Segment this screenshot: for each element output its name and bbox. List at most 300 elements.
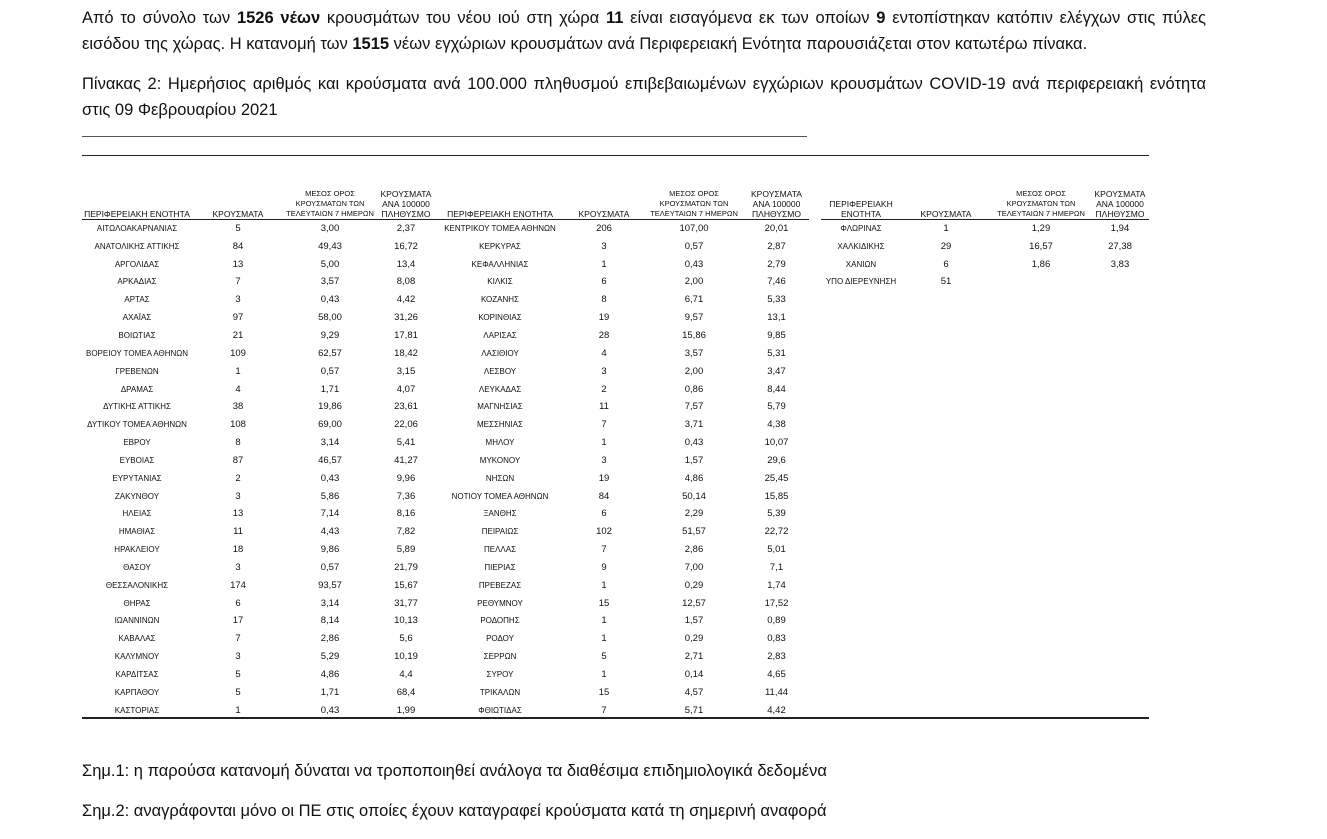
table-row xyxy=(436,345,809,363)
value-cell: 19 xyxy=(598,472,610,484)
value-cell: 206 xyxy=(596,222,612,234)
region-name-cell: ΙΩΑΝΝΙΝΩΝ xyxy=(114,616,160,626)
value-cell: 0,29 xyxy=(684,579,704,591)
value-cell: 17,81 xyxy=(394,329,418,341)
region-name-cell: ΝΟΤΙΟΥ ΤΟΜΕΑ ΑΘΗΝΩΝ xyxy=(451,491,549,501)
region-name-cell: ΖΑΚΥΝΘΟΥ xyxy=(114,491,160,501)
value-cell: 0,43 xyxy=(684,258,704,270)
table-row xyxy=(436,363,809,381)
value-cell: 5 xyxy=(235,686,241,698)
region-name-cell: ΓΡΕΒΕΝΩΝ xyxy=(115,366,159,376)
value-cell: 8,08 xyxy=(396,276,416,288)
value-cell: 6 xyxy=(601,508,607,520)
column-header: ΜΕΣΟΣ ΟΡΟΣ ΚΡΟΥΣΜΑΤΩΝ ΤΩΝ ΤΕΛΕΥΤΑΙΩΝ 7 ΗΜΕΡΩΝ xyxy=(997,189,1085,218)
region-name-cell: ΧΑΛΚΙΔΙΚΗΣ xyxy=(837,241,885,251)
region-name-cell: ΜΕΣΣΗΝΙΑΣ xyxy=(477,420,523,430)
value-cell: 4,4 xyxy=(399,669,413,681)
value-cell: 46,57 xyxy=(318,454,342,466)
region-name-cell: ΒΟΡΕΙΟΥ ΤΟΜΕΑ ΑΘΗΝΩΝ xyxy=(85,348,189,358)
value-cell: 0,86 xyxy=(684,383,704,395)
value-cell: 5,39 xyxy=(767,508,786,520)
value-cell: 15,85 xyxy=(764,490,789,502)
region-name-cell: ΤΡΙΚΑΛΩΝ xyxy=(479,687,521,697)
value-cell: 29 xyxy=(940,240,952,252)
value-cell: 2,00 xyxy=(684,365,704,377)
value-cell: 0,43 xyxy=(320,472,340,484)
value-cell: 5 xyxy=(235,669,241,681)
value-cell: 28 xyxy=(598,329,610,341)
value-cell: 4,07 xyxy=(396,383,416,395)
value-cell: 1,86 xyxy=(1031,258,1051,270)
table-row xyxy=(436,666,809,684)
value-cell: 0,43 xyxy=(320,294,340,306)
value-cell: 21 xyxy=(232,329,244,341)
value-cell: 84 xyxy=(598,490,610,502)
region-name-cell: ΚΑΡΔΙΤΣΑΣ xyxy=(115,670,159,680)
value-cell: 6,71 xyxy=(684,294,704,306)
value-cell: 69,00 xyxy=(318,419,342,431)
value-cell: 51,57 xyxy=(682,526,706,538)
table-row xyxy=(436,541,809,559)
note-1: Σημ.1: η παρούσα κατανομή δύναται να τροποποιηθεί ανάλογα τα διαθέσιμα επιδημιολογικά δεδομένα xyxy=(82,762,827,780)
value-cell: 8 xyxy=(235,437,241,449)
region-name-cell: ΦΘΙΩΤΙΔΑΣ xyxy=(478,705,522,715)
value-cell: 11 xyxy=(599,401,609,413)
value-cell: 1,71 xyxy=(320,383,340,395)
value-cell: 68,4 xyxy=(396,686,416,698)
value-cell: 3 xyxy=(235,294,241,306)
value-cell: 13 xyxy=(232,258,244,270)
table-row xyxy=(436,630,809,648)
value-cell: 1 xyxy=(601,669,607,681)
intro-text: είναι εισαγόμενα εκ των οποίων xyxy=(623,9,877,27)
value-cell: 1,74 xyxy=(767,579,786,591)
value-cell: 108 xyxy=(230,419,246,431)
table-group-3 xyxy=(821,173,1149,291)
region-name-cell: ΣΥΡΟΥ xyxy=(486,670,514,680)
region-name-cell: ΚΑΛΥΜΝΟΥ xyxy=(114,652,160,662)
value-cell: 13,1 xyxy=(767,312,786,324)
value-cell: 11,44 xyxy=(764,686,789,698)
value-cell: 4,42 xyxy=(767,704,786,716)
value-cell: 4 xyxy=(235,383,241,395)
value-cell: 22,06 xyxy=(394,419,418,431)
value-cell: 102 xyxy=(596,526,612,538)
value-cell: 11 xyxy=(233,526,243,538)
value-cell: 1,57 xyxy=(684,454,704,466)
region-name-cell: ΕΒΡΟΥ xyxy=(123,438,151,448)
value-cell: 2,29 xyxy=(684,508,704,520)
value-cell: 8,14 xyxy=(320,615,340,627)
value-cell: 19,86 xyxy=(318,401,342,413)
value-cell: 62,57 xyxy=(318,347,342,359)
column-header: ΜΕΣΟΣ ΟΡΟΣ ΚΡΟΥΣΜΑΤΩΝ ΤΩΝ ΤΕΛΕΥΤΑΙΩΝ 7 ΗΜΕΡΩΝ xyxy=(650,189,738,218)
value-cell: 4,43 xyxy=(320,526,340,538)
value-cell: 4,65 xyxy=(767,669,786,681)
table-row xyxy=(436,488,809,506)
value-cell: 1,29 xyxy=(1031,222,1051,234)
region-name-cell: ΚΟΖΑΝΗΣ xyxy=(480,295,520,305)
value-cell: 5,31 xyxy=(767,347,786,359)
value-cell: 109 xyxy=(230,347,246,359)
region-name-cell: ΠΙΕΡΙΑΣ xyxy=(484,562,516,572)
value-cell: 4,86 xyxy=(320,669,340,681)
value-cell: 17 xyxy=(232,615,244,627)
value-cell: 38 xyxy=(232,401,244,413)
table-caption: Πίνακας 2: Ημερήσιος αριθμός και κρούσματα ανά 100.000 πληθυσμού επιβεβαιωμένων εγχώριων κρουσμάτων COVID-19 ανά περιφερειακή ενότητα στις 09 Φεβρουαρίου 2021 xyxy=(82,75,1206,119)
region-name-cell: ΑΡΓΟΛΙΔΑΣ xyxy=(114,259,160,269)
table-row xyxy=(436,684,809,702)
region-name-cell: ΜΗΛΟΥ xyxy=(485,438,515,448)
region-name-cell: ΛΕΥΚΑΔΑΣ xyxy=(478,384,522,394)
value-cell: 1 xyxy=(235,365,241,377)
value-cell: 7,00 xyxy=(684,561,704,573)
value-cell: 7 xyxy=(235,276,241,288)
value-cell: 7 xyxy=(235,633,241,645)
value-cell: 5,29 xyxy=(320,651,340,663)
value-cell: 87 xyxy=(232,454,244,466)
table-row xyxy=(436,327,809,345)
value-cell: 3 xyxy=(235,490,241,502)
table-row xyxy=(436,416,809,434)
value-cell: 7,1 xyxy=(769,561,784,573)
table-row xyxy=(436,613,809,631)
value-cell: 97 xyxy=(232,312,244,324)
value-cell: 49,43 xyxy=(318,240,342,252)
value-cell: 2,79 xyxy=(767,258,786,270)
region-name-cell: ΥΠΟ ΔΙΕΡΕΥΝΗΣΗ xyxy=(825,277,897,287)
value-cell: 3,47 xyxy=(767,365,786,377)
region-name-cell: ΑΝΑΤΟΛΙΚΗΣ ΑΤΤΙΚΗΣ xyxy=(94,241,180,251)
column-header: ΚΡΟΥΣΜΑΤΑ xyxy=(578,209,630,219)
value-cell: 4,38 xyxy=(767,419,786,431)
value-cell: 31,26 xyxy=(394,312,418,324)
intro-text: εντοπίστηκαν κατόπιν ελέγχων στις πύλες εισόδου της χώρας. Η κατανομή των xyxy=(82,9,1207,53)
column-header: ΠΕΡΙΦΕΡΕΙΑΚΗ ΕΝΟΤΗΤΑ xyxy=(829,199,893,219)
value-cell: 20,01 xyxy=(764,222,789,234)
region-name-cell: ΑΙΤΩΛΟΑΚΑΡΝΑΝΙΑΣ xyxy=(96,223,178,233)
value-cell: 29,6 xyxy=(767,454,786,466)
region-name-cell: ΚΙΛΚΙΣ xyxy=(487,277,513,287)
value-cell: 9 xyxy=(601,561,607,573)
region-name-cell: ΜΥΚΟΝΟΥ xyxy=(479,455,521,465)
value-cell: 5,00 xyxy=(320,258,340,270)
table-row xyxy=(436,238,809,256)
value-cell: 3,57 xyxy=(320,276,340,288)
value-cell: 51 xyxy=(940,276,952,288)
intro-paragraph xyxy=(82,5,1206,57)
value-cell: 107,00 xyxy=(679,222,709,234)
value-cell: 10,13 xyxy=(394,615,418,627)
value-cell: 7,14 xyxy=(320,508,340,520)
table-row xyxy=(436,381,809,399)
value-cell: 15,86 xyxy=(682,329,706,341)
value-cell: 9,86 xyxy=(320,544,340,556)
value-cell: 21,79 xyxy=(394,561,418,573)
value-cell: 22,72 xyxy=(764,526,789,538)
value-cell: 15 xyxy=(598,686,610,698)
value-cell: 1,57 xyxy=(684,615,704,627)
column-header: ΚΡΟΥΣΜΑΤΑ xyxy=(212,209,264,219)
value-cell: 2,71 xyxy=(684,651,704,663)
table-row xyxy=(436,309,809,327)
note-2: Σημ.2: αναγράφονται μόνο οι ΠΕ στις οποίες έχουν καταγραφεί κρούσματα κατά τη σημερινή αναφορά xyxy=(82,802,827,820)
region-name-cell: ΠΡΕΒΕΖΑΣ xyxy=(478,580,522,590)
value-cell: 0,57 xyxy=(320,561,340,573)
value-cell: 13,4 xyxy=(396,258,416,270)
region-name-cell: ΧΑΝΙΩΝ xyxy=(845,259,877,269)
region-name-cell: ΜΑΓΝΗΣΙΑΣ xyxy=(477,402,523,412)
value-cell: 10,19 xyxy=(394,651,418,663)
value-cell: 5,79 xyxy=(767,401,786,413)
value-cell: 50,14 xyxy=(682,490,706,502)
region-name-cell: ΑΧΑΪΑΣ xyxy=(122,313,152,323)
value-cell: 6 xyxy=(943,258,949,270)
region-name-cell: ΛΕΣΒΟΥ xyxy=(483,366,517,376)
value-cell: 58,00 xyxy=(318,312,342,324)
column-header: ΚΡΟΥΣΜΑΤΑ xyxy=(920,209,972,219)
table-row xyxy=(821,238,1149,256)
value-cell: 4,57 xyxy=(684,686,704,698)
value-cell: 3,71 xyxy=(684,419,704,431)
value-cell: 15 xyxy=(598,597,610,609)
value-cell: 3,83 xyxy=(1110,258,1130,270)
value-cell: 4,42 xyxy=(396,294,416,306)
value-cell: 2,86 xyxy=(320,633,340,645)
value-cell: 3 xyxy=(601,240,607,252)
value-cell: 16,72 xyxy=(394,240,418,252)
region-name-cell: ΗΛΕΙΑΣ xyxy=(122,509,152,519)
value-cell: 7 xyxy=(601,544,607,556)
table-row xyxy=(436,648,809,666)
value-cell: 16,57 xyxy=(1029,240,1053,252)
table-row xyxy=(821,220,1149,238)
value-cell: 84 xyxy=(232,240,244,252)
value-cell: 1 xyxy=(601,258,607,270)
value-cell: 25,45 xyxy=(764,472,789,484)
value-cell: 15,67 xyxy=(394,579,418,591)
value-cell: 1,71 xyxy=(320,686,340,698)
value-cell: 1 xyxy=(601,633,607,645)
region-name-cell: ΚΕΦΑΛΛΗΝΙΑΣ xyxy=(471,259,529,269)
table-row xyxy=(436,256,809,274)
value-cell: 17,52 xyxy=(764,597,789,609)
value-cell: 93,57 xyxy=(318,579,342,591)
column-header: ΠΕΡΙΦΕΡΕΙΑΚΗ ΕΝΟΤΗΤΑ xyxy=(447,209,553,219)
value-cell: 3 xyxy=(235,651,241,663)
value-cell: 1 xyxy=(601,615,607,627)
value-cell: 6 xyxy=(601,276,607,288)
region-name-cell: ΗΡΑΚΛΕΙΟΥ xyxy=(114,545,160,555)
region-name-cell: ΕΥΡΥΤΑΝΙΑΣ xyxy=(112,473,162,483)
value-cell: 1 xyxy=(601,579,607,591)
value-cell: 7,57 xyxy=(684,401,704,413)
region-name-cell: ΠΕΙΡΑΙΩΣ xyxy=(481,527,519,537)
value-cell: 174 xyxy=(230,579,246,591)
value-cell: 5,01 xyxy=(767,544,786,556)
intro-bold: 1515 xyxy=(352,35,390,53)
region-name-cell: ΡΟΔΟΥ xyxy=(486,634,514,644)
value-cell: 1 xyxy=(943,222,949,234)
value-cell: 1,99 xyxy=(396,704,416,716)
table-row xyxy=(436,398,809,416)
value-cell: 2,37 xyxy=(396,222,416,234)
value-cell: 7,82 xyxy=(396,526,416,538)
value-cell: 19 xyxy=(598,312,610,324)
value-cell: 5 xyxy=(601,651,607,663)
table-row xyxy=(436,470,809,488)
table-row xyxy=(436,506,809,524)
table-bottom-border xyxy=(82,717,1149,719)
value-cell: 0,83 xyxy=(767,633,786,645)
table-row xyxy=(436,434,809,452)
region-name-cell: ΘΑΣΟΥ xyxy=(123,562,151,572)
value-cell: 3,14 xyxy=(320,437,340,449)
value-cell: 9,57 xyxy=(684,312,704,324)
value-cell: 3,00 xyxy=(320,222,340,234)
region-name-cell: ΡΕΘΥΜΝΟΥ xyxy=(477,598,523,608)
value-cell: 4 xyxy=(601,347,607,359)
column-header: ΚΡΟΥΣΜΑΤΑ ΑΝΑ 100000 ΠΛΗΘΥΣΜΟ xyxy=(1094,189,1146,219)
value-cell: 5,33 xyxy=(767,294,786,306)
region-name-cell: ΗΜΑΘΙΑΣ xyxy=(118,527,156,537)
table-row xyxy=(436,274,809,292)
value-cell: 1,94 xyxy=(1110,222,1130,234)
value-cell: 0,14 xyxy=(684,669,704,681)
value-cell: 3,57 xyxy=(684,347,704,359)
table-row xyxy=(436,595,809,613)
column-header: ΜΕΣΟΣ ΟΡΟΣ ΚΡΟΥΣΜΑΤΩΝ ΤΩΝ ΤΕΛΕΥΤΑΙΩΝ 7 ΗΜΕΡΩΝ xyxy=(286,189,374,218)
column-header: ΠΕΡΙΦΕΡΕΙΑΚΗ ΕΝΟΤΗΤΑ xyxy=(84,209,190,219)
value-cell: 5,71 xyxy=(684,704,704,716)
value-cell: 8 xyxy=(601,294,607,306)
region-name-cell: ΚΑΒΑΛΑΣ xyxy=(118,634,156,644)
table-row xyxy=(821,256,1149,274)
intro-text: κρουσμάτων του νέου ιού στη χώρα xyxy=(320,9,606,27)
region-name-cell: ΚΕΝΤΡΙΚΟΥ ΤΟΜΕΑ ΑΘΗΝΩΝ xyxy=(444,223,556,233)
table-top-border xyxy=(82,155,1149,156)
value-cell: 0,89 xyxy=(767,615,786,627)
region-name-cell: ΡΟΔΟΠΗΣ xyxy=(480,616,520,626)
value-cell: 2,87 xyxy=(767,240,786,252)
column-header: ΚΡΟΥΣΜΑΤΑ ΑΝΑ 100000 ΠΛΗΘΥΣΜΟ xyxy=(751,189,802,219)
value-cell: 9,85 xyxy=(767,329,786,341)
table-row xyxy=(436,523,809,541)
value-cell: 5,86 xyxy=(320,490,340,502)
value-cell: 5,89 xyxy=(396,544,416,556)
value-cell: 5,6 xyxy=(399,633,413,645)
region-name-cell: ΝΗΣΩΝ xyxy=(485,473,515,483)
table-row xyxy=(436,220,809,238)
column-header: ΚΡΟΥΣΜΑΤΑ ΑΝΑ 100000 ΠΛΗΘΥΣΜΟ xyxy=(380,189,432,219)
value-cell: 5,41 xyxy=(396,437,416,449)
value-cell: 31,77 xyxy=(394,597,418,609)
value-cell: 9,29 xyxy=(320,329,340,341)
region-name-cell: ΔΡΑΜΑΣ xyxy=(120,384,154,394)
value-cell: 18,42 xyxy=(394,347,418,359)
table-row xyxy=(436,291,809,309)
value-cell: 3 xyxy=(235,561,241,573)
value-cell: 2 xyxy=(235,472,241,484)
table-group-2 xyxy=(436,173,809,720)
value-cell: 8,44 xyxy=(767,383,786,395)
value-cell: 0,43 xyxy=(320,704,340,716)
value-cell: 10,07 xyxy=(764,437,789,449)
region-name-cell: ΕΥΒΟΙΑΣ xyxy=(119,455,155,465)
value-cell: 0,57 xyxy=(320,365,340,377)
value-cell: 41,27 xyxy=(394,454,418,466)
table-row xyxy=(821,274,1149,292)
value-cell: 5 xyxy=(235,222,241,234)
intro-bold: 1526 νέων xyxy=(236,9,321,27)
region-name-cell: ΘΗΡΑΣ xyxy=(123,598,151,608)
value-cell: 3 xyxy=(601,454,607,466)
value-cell: 0,57 xyxy=(684,240,704,252)
value-cell: 18 xyxy=(232,544,244,556)
value-cell: 12,57 xyxy=(682,597,706,609)
value-cell: 4,86 xyxy=(684,472,704,484)
region-name-cell: ΚΑΣΤΟΡΙΑΣ xyxy=(114,705,160,715)
value-cell: 1 xyxy=(601,437,607,449)
value-cell: 2,83 xyxy=(767,651,786,663)
value-cell: 3,15 xyxy=(396,365,416,377)
intro-bold: 9 xyxy=(876,9,886,27)
value-cell: 1 xyxy=(235,704,241,716)
region-name-cell: ΚΟΡΙΝΘΙΑΣ xyxy=(478,313,522,323)
table-header-row xyxy=(436,173,809,220)
region-name-cell: ΚΕΡΚΥΡΑΣ xyxy=(479,241,521,251)
value-cell: 2,86 xyxy=(684,544,704,556)
table-row xyxy=(436,577,809,595)
value-cell: 13 xyxy=(232,508,244,520)
region-name-cell: ΦΛΩΡΙΝΑΣ xyxy=(840,223,882,233)
value-cell: 7,36 xyxy=(396,490,416,502)
value-cell: 8,16 xyxy=(396,508,416,520)
region-name-cell: ΑΡΤΑΣ xyxy=(124,295,150,305)
value-cell: 7,46 xyxy=(767,276,786,288)
table-header-row xyxy=(821,173,1149,220)
value-cell: 7 xyxy=(601,419,607,431)
region-name-cell: ΔΥΤΙΚΟΥ ΤΟΜΕΑ ΑΘΗΝΩΝ xyxy=(87,420,187,430)
region-name-cell: ΔΥΤΙΚΗΣ ΑΤΤΙΚΗΣ xyxy=(103,402,171,412)
intro-text: Από το σύνολο των xyxy=(82,9,237,27)
value-cell: 9,96 xyxy=(396,472,416,484)
value-cell: 2 xyxy=(601,383,607,395)
intro-text: νέων εγχώριων κρουσμάτων ανά Περιφερειακή Ενότητα παρουσιάζεται στον κατωτέρω πίνακα. xyxy=(389,35,1088,53)
value-cell: 2,00 xyxy=(684,276,704,288)
region-name-cell: ΠΕΛΛΑΣ xyxy=(483,545,517,555)
region-name-cell: ΘΕΣΣΑΛΟΝΙΚΗΣ xyxy=(105,580,169,590)
value-cell: 23,61 xyxy=(394,401,418,413)
region-name-cell: ΑΡΚΑΔΙΑΣ xyxy=(117,277,157,287)
value-cell: 0,29 xyxy=(684,633,704,645)
value-cell: 27,38 xyxy=(1108,240,1132,252)
value-cell: 0,43 xyxy=(684,437,704,449)
region-name-cell: ΞΑΝΘΗΣ xyxy=(483,509,517,519)
value-cell: 6 xyxy=(235,597,241,609)
value-cell: 3 xyxy=(601,365,607,377)
caption-divider xyxy=(82,136,807,137)
region-name-cell: ΒΟΙΩΤΙΑΣ xyxy=(118,330,156,340)
region-name-cell: ΣΕΡΡΩΝ xyxy=(483,652,517,662)
value-cell: 3,14 xyxy=(320,597,340,609)
region-name-cell: ΛΑΣΙΘΙΟΥ xyxy=(481,348,519,358)
value-cell: 7 xyxy=(601,704,607,716)
table-row xyxy=(436,452,809,470)
region-name-cell: ΛΑΡΙΣΑΣ xyxy=(483,330,517,340)
table-row xyxy=(436,559,809,577)
intro-bold: 11 xyxy=(605,9,624,27)
